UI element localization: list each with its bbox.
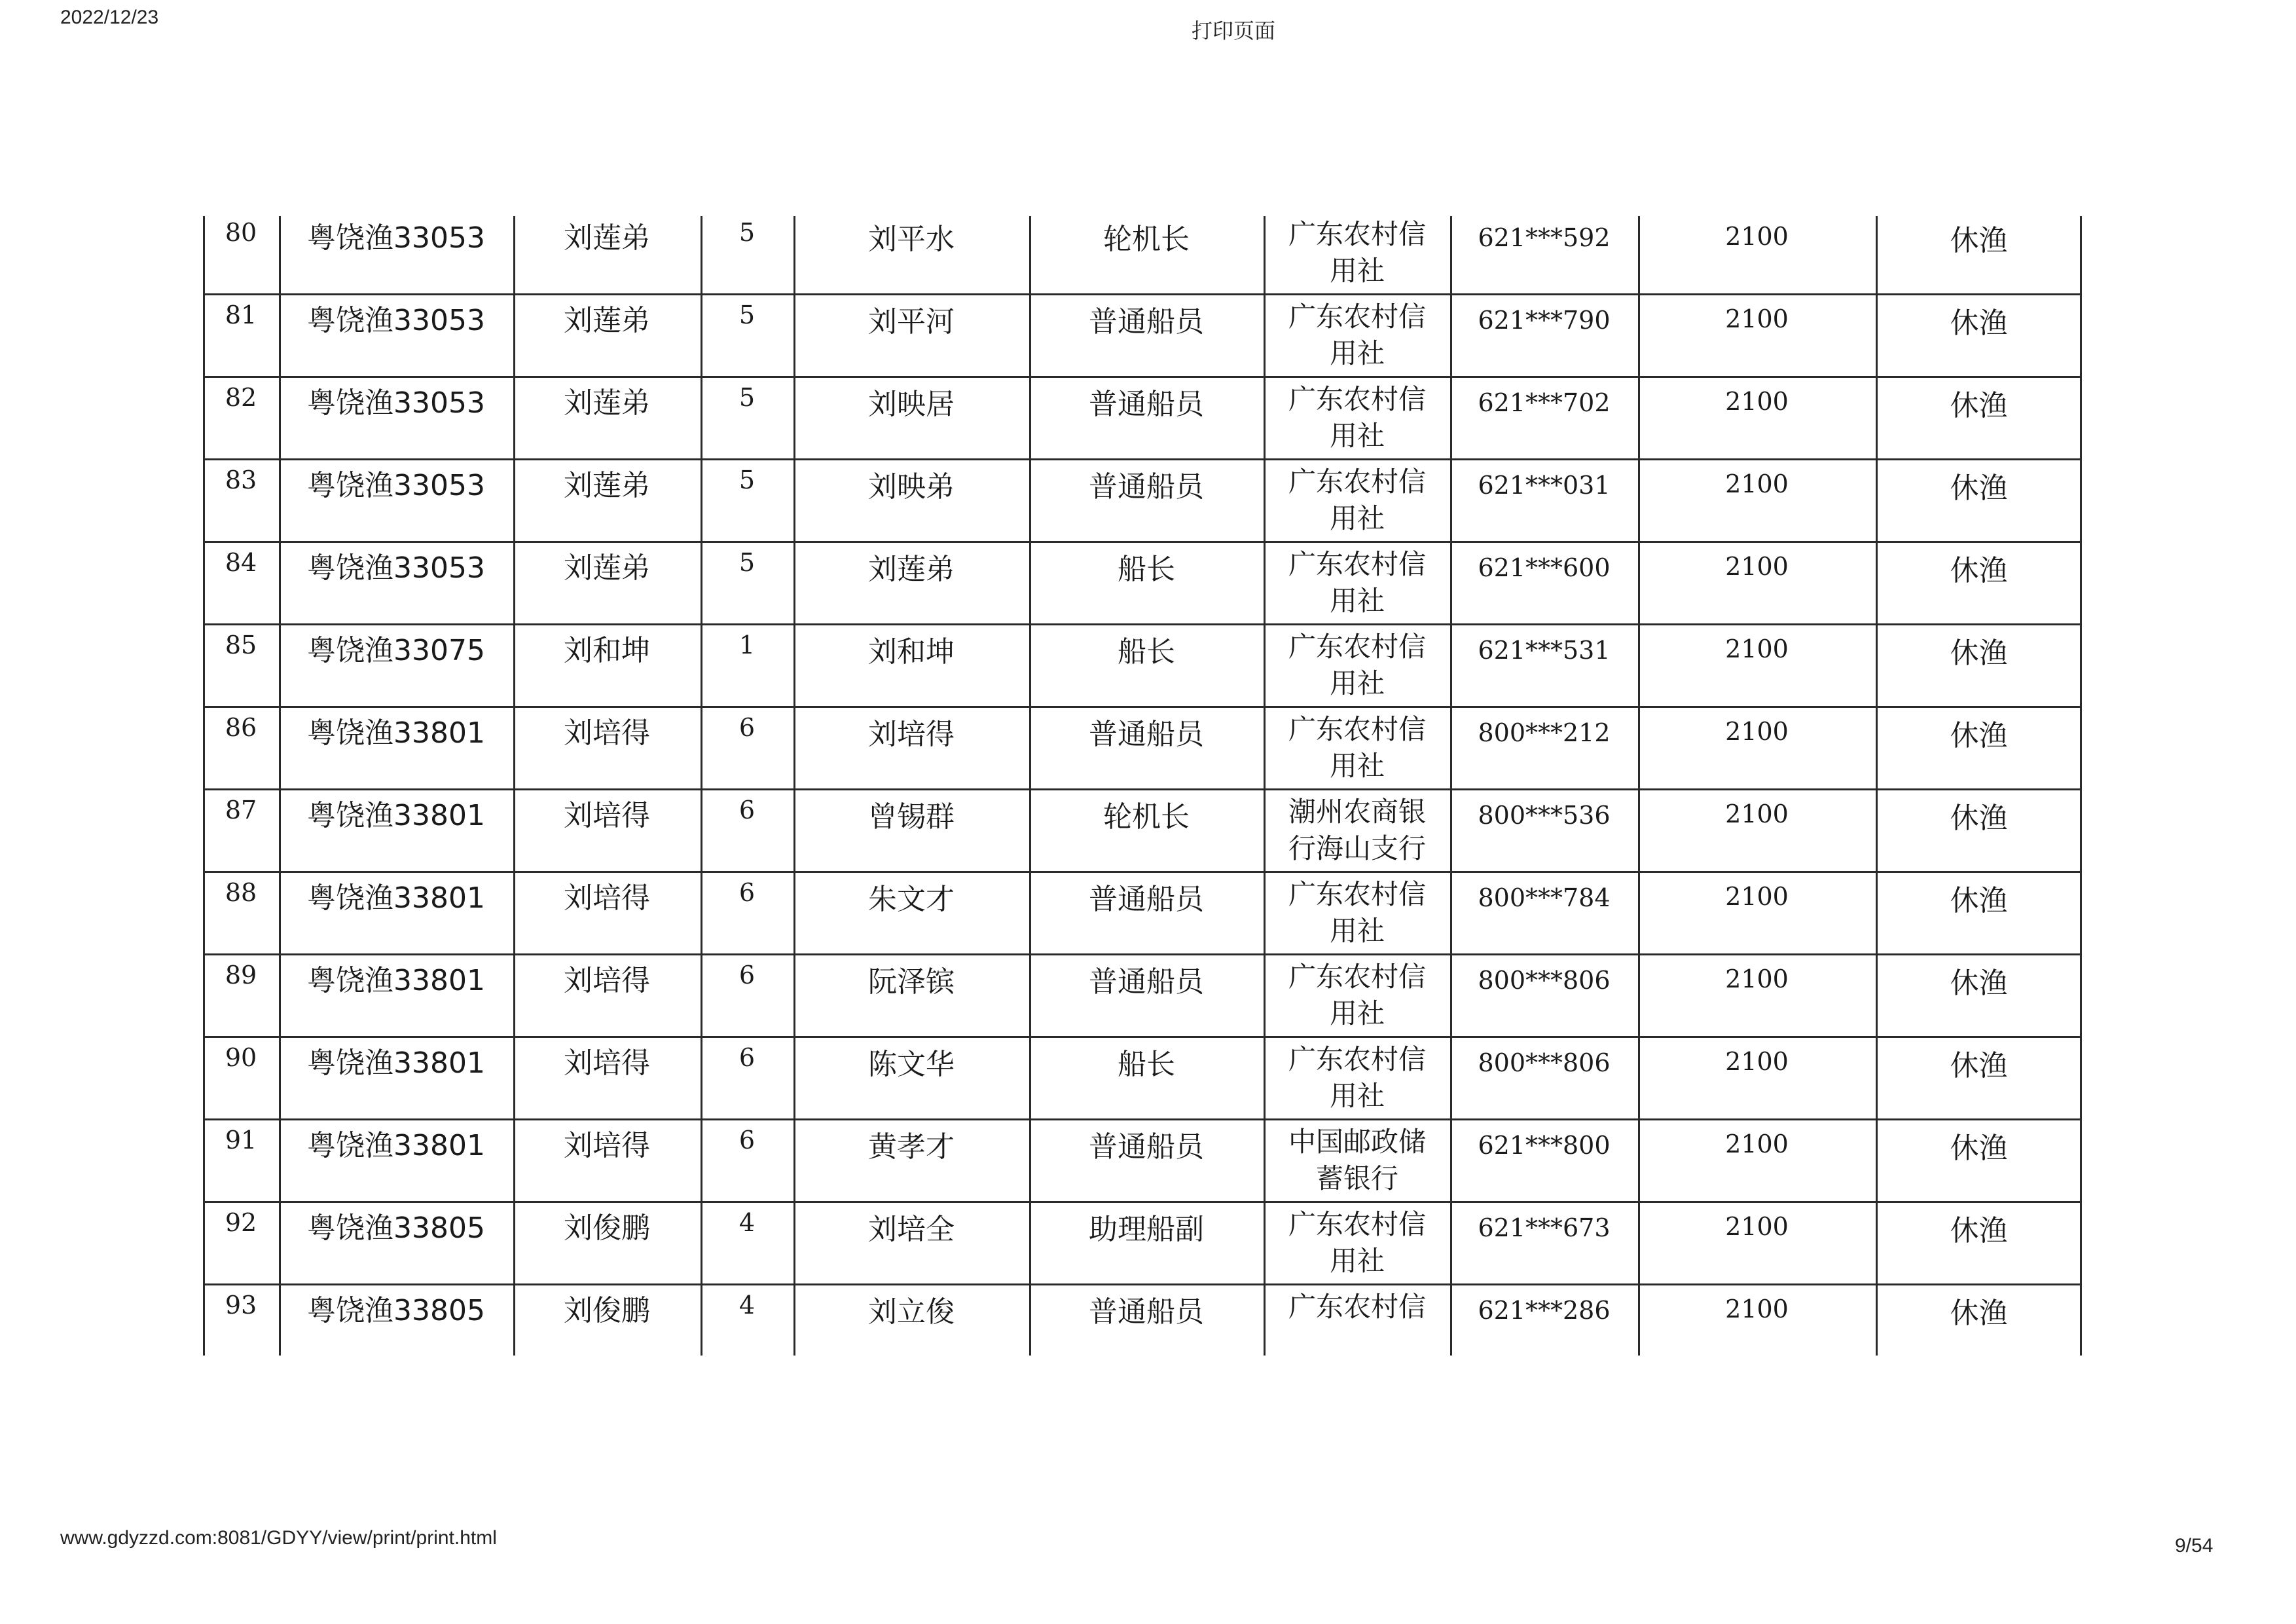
subsidy-amount: 2100 [1725,304,1789,333]
owner-name: 刘培得 [564,1046,650,1080]
crew-count: 5 [738,383,756,412]
bank-name: 广东农村信用社 [1288,548,1426,617]
bank-name: 广东农村信用社 [1288,466,1426,534]
crew-count: 5 [738,218,756,247]
bank-name: 广东农村信用社 [1288,1208,1426,1277]
crew-count: 6 [738,1043,756,1072]
crew-role: 船长 [1118,553,1175,586]
table-row [203,299,2082,381]
crew-role: 船长 [1118,1048,1175,1081]
subsidy-amount: 2100 [1725,1212,1789,1241]
account-number: 621***702 [1478,388,1611,417]
table-row [203,629,2082,711]
row-number: 93 [225,1291,257,1320]
vessel-number: 粤饶渔33053 [307,551,485,585]
crew-count: 6 [738,1126,756,1154]
owner-name: 刘培得 [564,1129,650,1162]
crew-name: 刘立俊 [868,1295,955,1329]
status: 休渔 [1950,802,2008,835]
owner-name: 刘培得 [564,799,650,832]
bank-name: 广东农村信 [1288,1291,1426,1323]
row-number: 90 [225,1043,257,1072]
crew-name: 刘和坤 [868,635,955,669]
table-row [203,381,2082,464]
vessel-number: 粤饶渔33801 [307,1129,485,1162]
account-number: 621***800 [1478,1131,1611,1160]
crew-count: 5 [738,301,756,329]
vessel-number: 粤饶渔33053 [307,304,485,337]
page-number: 9/54 [2175,1535,2214,1557]
account-number: 800***806 [1478,966,1611,995]
crew-count: 6 [738,713,756,742]
data-table [203,216,2082,1356]
crew-name: 刘平水 [868,223,955,256]
crew-count: 4 [738,1208,756,1237]
crew-name: 朱文才 [868,883,955,916]
account-number: 800***784 [1478,883,1611,912]
page-title: 打印页面 [1192,18,1276,43]
status: 休渔 [1950,637,2008,670]
crew-name: 刘培全 [868,1213,955,1246]
crew-role: 普通船员 [1089,965,1204,999]
table-row [203,1206,2082,1289]
crew-role: 普通船员 [1089,305,1204,339]
owner-name: 刘培得 [564,881,650,915]
crew-name: 刘映弟 [868,470,955,504]
row-number: 81 [225,301,257,329]
status: 休渔 [1950,389,2008,422]
crew-name: 陈文华 [868,1048,955,1081]
status: 休渔 [1950,719,2008,752]
status: 休渔 [1950,1214,2008,1247]
crew-count: 4 [738,1291,756,1320]
status: 休渔 [1950,306,2008,340]
bank-name: 广东农村信用社 [1288,218,1426,287]
row-number: 91 [225,1126,257,1154]
crew-role: 普通船员 [1089,470,1204,504]
vessel-number: 粤饶渔33805 [307,1294,485,1327]
crew-name: 黄孝才 [868,1130,955,1164]
vessel-number: 粤饶渔33801 [307,716,485,750]
row-number: 87 [225,796,257,824]
subsidy-amount: 2100 [1725,635,1789,663]
status: 休渔 [1950,1132,2008,1165]
vessel-number: 粤饶渔33801 [307,964,485,997]
crew-name: 阮泽镔 [868,965,955,999]
crew-count: 6 [738,961,756,989]
crew-role: 轮机长 [1103,223,1190,256]
owner-name: 刘俊鹏 [564,1211,650,1245]
bank-name: 中国邮政储蓄银行 [1288,1126,1426,1194]
account-number: 621***031 [1478,471,1611,500]
subsidy-amount: 2100 [1725,222,1789,251]
vessel-number: 粤饶渔33801 [307,799,485,832]
page-url: www.gdyzzd.com:8081/GDYY/view/print/print.html [60,1527,497,1549]
vessel-number: 粤饶渔33075 [307,634,485,667]
bank-name: 广东农村信用社 [1288,631,1426,699]
owner-name: 刘俊鹏 [564,1294,650,1327]
subsidy-amount: 2100 [1725,387,1789,416]
subsidy-amount: 2100 [1725,1047,1789,1076]
table-row [203,959,2082,1041]
vessel-number: 粤饶渔33053 [307,469,485,502]
table-row [203,1289,2082,1371]
vessel-number: 粤饶渔33801 [307,881,485,915]
bank-name: 广东农村信用社 [1288,961,1426,1029]
bank-name: 广东农村信用社 [1288,383,1426,452]
row-number: 89 [225,961,257,989]
crew-name: 刘莲弟 [868,553,955,586]
crew-role: 普通船员 [1089,1295,1204,1329]
row-number: 88 [225,878,257,907]
crew-role: 助理船副 [1089,1213,1204,1246]
crew-role: 船长 [1118,635,1175,669]
subsidy-amount: 2100 [1725,1130,1789,1158]
status: 休渔 [1950,224,2008,257]
row-number: 86 [225,713,257,742]
bank-name: 广东农村信用社 [1288,1043,1426,1112]
subsidy-amount: 2100 [1725,800,1789,828]
status: 休渔 [1950,1297,2008,1330]
table-row [203,1041,2082,1124]
bank-name: 广东农村信用社 [1288,301,1426,369]
row-number: 84 [225,548,257,577]
crew-name: 刘培得 [868,718,955,751]
table-row [203,794,2082,876]
table-row [203,546,2082,629]
table-row [203,1124,2082,1206]
status: 休渔 [1950,471,2008,505]
row-number: 80 [225,218,257,247]
owner-name: 刘培得 [564,716,650,750]
table-row [203,711,2082,794]
owner-name: 刘和坤 [564,634,650,667]
owner-name: 刘莲弟 [564,551,650,585]
crew-name: 刘平河 [868,305,955,339]
crew-count: 5 [738,548,756,577]
crew-role: 普通船员 [1089,1130,1204,1164]
status: 休渔 [1950,967,2008,1000]
crew-name: 刘映居 [868,388,955,421]
crew-role: 轮机长 [1103,800,1190,834]
owner-name: 刘莲弟 [564,221,650,255]
subsidy-amount: 2100 [1725,882,1789,911]
status: 休渔 [1950,884,2008,917]
crew-role: 普通船员 [1089,883,1204,916]
vessel-number: 粤饶渔33053 [307,221,485,255]
vessel-number: 粤饶渔33805 [307,1211,485,1245]
account-number: 621***286 [1478,1296,1611,1325]
crew-role: 普通船员 [1089,388,1204,421]
account-number: 621***673 [1478,1213,1611,1242]
account-number: 800***536 [1478,801,1611,830]
bank-name: 潮州农商银行海山支行 [1288,796,1426,864]
owner-name: 刘莲弟 [564,386,650,420]
owner-name: 刘莲弟 [564,469,650,502]
subsidy-amount: 2100 [1725,470,1789,498]
row-number: 83 [225,466,257,494]
account-number: 621***592 [1478,223,1611,252]
table-row [203,876,2082,959]
subsidy-amount: 2100 [1725,552,1789,581]
owner-name: 刘莲弟 [564,304,650,337]
account-number: 621***790 [1478,306,1611,335]
owner-name: 刘培得 [564,964,650,997]
subsidy-amount: 2100 [1725,1295,1789,1323]
subsidy-amount: 2100 [1725,965,1789,993]
account-number: 621***531 [1478,636,1611,665]
row-number: 82 [225,383,257,412]
subsidy-amount: 2100 [1725,717,1789,746]
row-number: 92 [225,1208,257,1237]
status: 休渔 [1950,554,2008,587]
row-number: 85 [225,631,257,659]
status: 休渔 [1950,1049,2008,1082]
crew-role: 普通船员 [1089,718,1204,751]
account-number: 621***600 [1478,553,1611,582]
table-row [203,464,2082,546]
bank-name: 广东农村信用社 [1288,878,1426,947]
print-date: 2022/12/23 [60,7,159,28]
vessel-number: 粤饶渔33801 [307,1046,485,1080]
table-row [203,216,2082,299]
crew-count: 6 [738,878,756,907]
crew-count: 1 [738,631,756,659]
bank-name: 广东农村信用社 [1288,713,1426,782]
crew-count: 5 [738,466,756,494]
crew-count: 6 [738,796,756,824]
account-number: 800***806 [1478,1048,1611,1077]
crew-name: 曾锡群 [868,800,955,834]
vessel-number: 粤饶渔33053 [307,386,485,420]
account-number: 800***212 [1478,718,1611,747]
